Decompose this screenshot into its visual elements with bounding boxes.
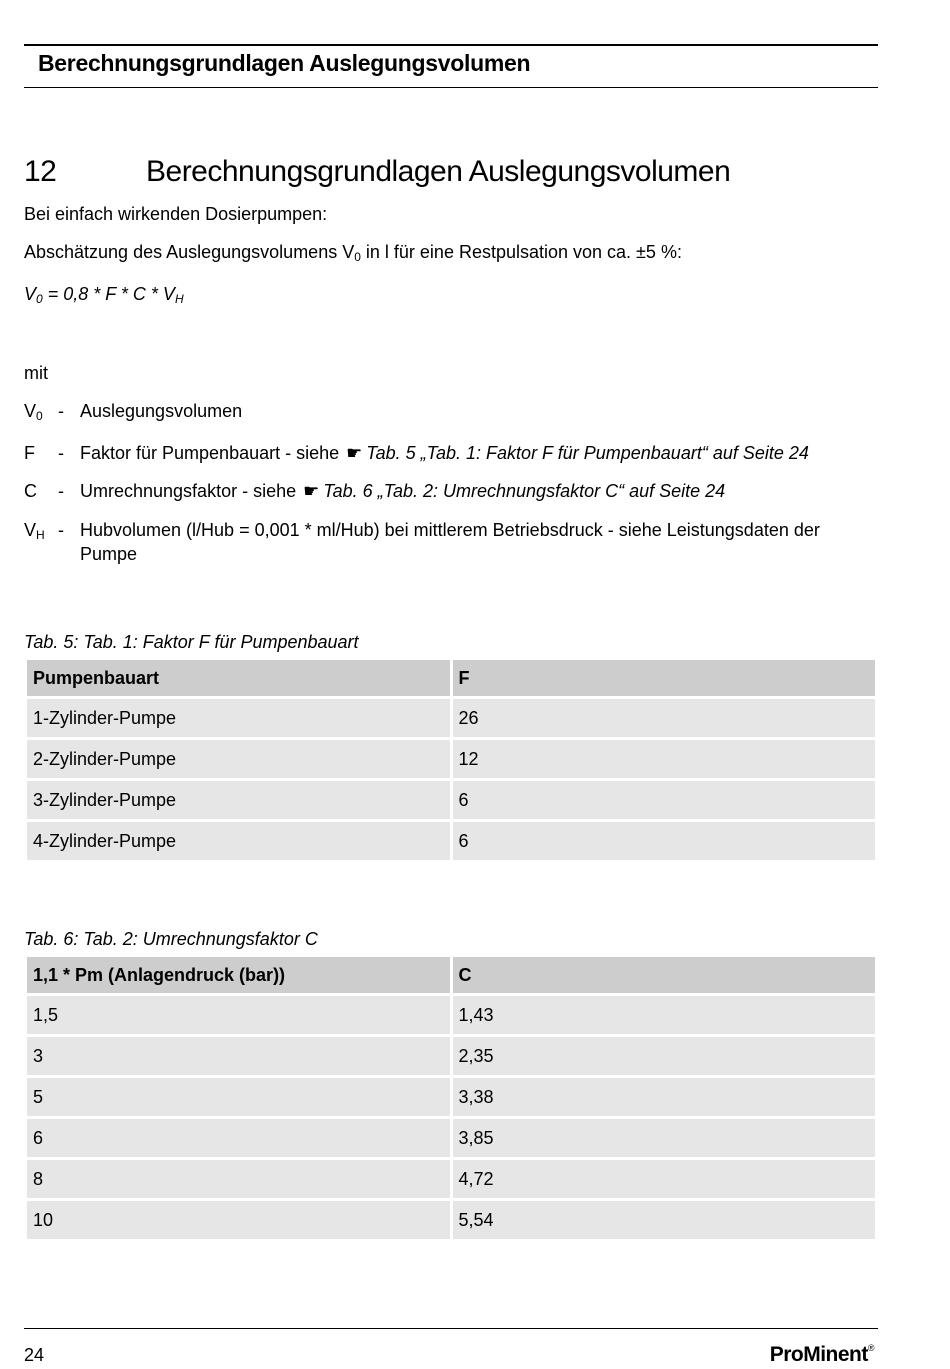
table-cell: 12 [453, 740, 876, 778]
table-cell: 2-Zylinder-Pumpe [27, 740, 450, 778]
formula: $V_0 = 0,8 * F * C * V_H$ [24, 284, 184, 306]
def-symbol: F [24, 443, 35, 463]
def-text: Auslegungsvolumen [80, 401, 243, 421]
table-cell: 4-Zylinder-Pumpe [27, 822, 450, 860]
def-symbol: C [24, 481, 37, 501]
running-header: Berechnungsgrundlagen Auslegungsvolumen [38, 50, 531, 76]
table-row [27, 1037, 875, 1075]
table-cell: 8 [27, 1160, 450, 1198]
table-cell: 6 [453, 781, 876, 819]
header-top-rule [24, 44, 878, 46]
section-title: Berechnungsgrundlagen Auslegungsvolumen [146, 155, 731, 188]
def-symbol: $V_0$ [24, 401, 43, 423]
def-dash: - [58, 481, 64, 501]
link-arrow-icon: ☛ [303, 481, 320, 501]
intro-line-1: Bei einfach wirkenden Dosierpumpen: [24, 204, 328, 224]
table-row [27, 822, 875, 860]
table-header-row [27, 660, 875, 696]
def-dash: - [58, 401, 64, 421]
header-bottom-rule [24, 87, 878, 88]
mit-label: mit [24, 363, 48, 383]
table-cell: 2,35 [453, 1037, 876, 1075]
table-row [27, 1119, 875, 1157]
table-reference-link[interactable]: Tab. 5 „Tab. 1: Faktor F für Pumpenbauart“ auf Seite 24 [366, 443, 809, 463]
intro-line-2: Abschätzung des Auslegungsvolumens $V_0$ in l für eine Restpulsation von ca. ±5 %: [24, 242, 682, 264]
table-cell: 3-Zylinder-Pumpe [27, 781, 450, 819]
table-pump-type-factor [24, 657, 878, 863]
table-header-row [27, 957, 875, 993]
table-row [27, 996, 875, 1034]
def-dash: - [58, 520, 64, 540]
table-cell: 1,43 [453, 996, 876, 1034]
table-cell: 5 [27, 1078, 450, 1116]
table-row [27, 1078, 875, 1116]
def-text: Hubvolumen (l/Hub = 0,001 * ml/Hub) bei mittlerem Betriebsdruck - siehe Leistungsdaten der Pumpe [80, 520, 820, 564]
table-cell: 26 [453, 699, 876, 737]
table-cell: 1,5 [27, 996, 450, 1034]
table-cell: 5,54 [453, 1201, 876, 1239]
def-dash: - [58, 443, 64, 463]
table-cell: 3,38 [453, 1078, 876, 1116]
table-header-cell: Pumpenbauart [27, 660, 450, 696]
table-cell: 10 [27, 1201, 450, 1239]
table-conversion-factor [24, 954, 878, 1242]
table-row [27, 1160, 875, 1198]
table1-caption: Tab. 5: Tab. 1: Faktor F für Pumpenbauart [24, 632, 359, 652]
table-header-cell: 1,1 * Pm (Anlagendruck (bar)) [27, 957, 450, 993]
table-row [27, 1201, 875, 1239]
table-cell: 6 [27, 1119, 450, 1157]
table-cell: 3 [27, 1037, 450, 1075]
table-row [27, 699, 875, 737]
table-row [27, 740, 875, 778]
table-cell: 3,85 [453, 1119, 876, 1157]
table2-caption: Tab. 6: Tab. 2: Umrechnungsfaktor C [24, 929, 318, 949]
footer-rule [24, 1328, 878, 1329]
def-symbol: $V_H$ [24, 520, 45, 542]
page-number: 24 [24, 1345, 45, 1365]
table-reference-link[interactable]: Tab. 6 „Tab. 2: Umrechnungsfaktor C“ auf Seite 24 [323, 481, 726, 501]
table-header-cell: F [453, 660, 876, 696]
table-cell: 6 [453, 822, 876, 860]
table-cell: 1-Zylinder-Pumpe [27, 699, 450, 737]
link-arrow-icon: ☛ [346, 443, 363, 463]
table-row [27, 781, 875, 819]
def-text: Faktor für Pumpenbauart - siehe ☛ Tab. 5 „Tab. 1: Faktor F für Pumpenbauart“ auf Seite 24 [80, 443, 809, 463]
def-text: Umrechnungsfaktor - siehe ☛ Tab. 6 „Tab. 2: Umrechnungsfaktor C“ auf Seite 24 [80, 481, 726, 501]
table-cell: 4,72 [453, 1160, 876, 1198]
table-header-cell: C [453, 957, 876, 993]
prominent-logo: ProMinent® [769, 1343, 874, 1366]
section-number: 12 [24, 155, 57, 188]
